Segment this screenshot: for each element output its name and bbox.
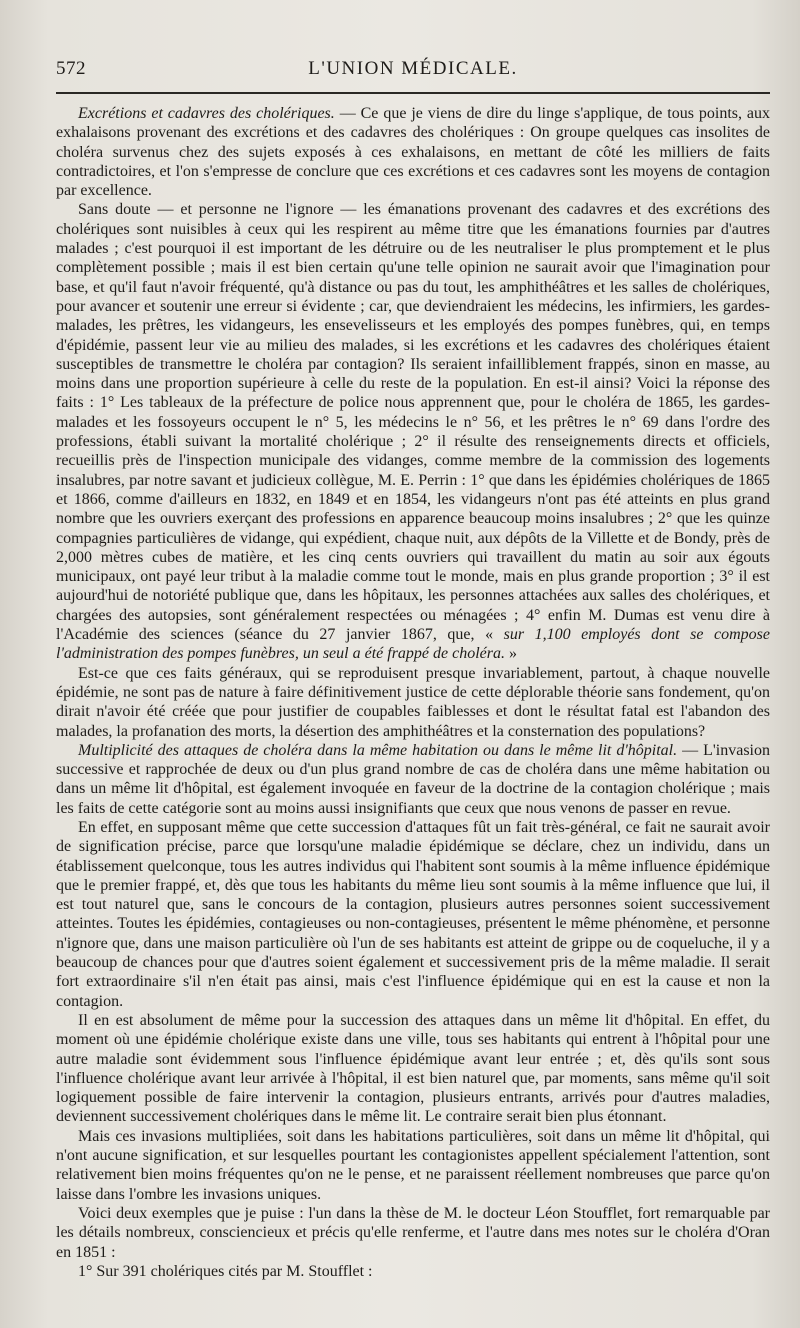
paragraph xyxy=(56,104,770,200)
paragraph-text: — L'invasion successive et rapprochée de deux ou d'un plus grand nombre de cas de choléra dans une même habitation ou dans un même lit d'hôpital, est également invoquée en faveur de la doctrine de la contagion cholérique ; mais les faits de cette catégorie sont au moins aussi insignifiants que ceux que nous venons de passer en revue. xyxy=(56,741,770,817)
paragraph-text: Sans doute — et personne ne l'ignore — les émanations provenant des cadavres et des excrétions des cholériques sont nuisibles à ceux qui les respirent au même titre que les émanations fournies par d'autres malades ; c'est pourquoi il est important de les détruire ou de les neutraliser le plus promptement et le plus complètement possible ; mais il est bien certain qu'une telle opinion ne saurait avoir que l'imagination pour base, et qu'il faut n'avoir fréquenté, qu'à distance ou pas du tout, les amphithéâtres et les salles de cholériques, pour avancer et soutenir une erreur si évidente ; car, que deviendraient les médecins, les infirmiers, les gardes-malades, les prêtres, les vidangeurs, les ensevelisseurs et les employés des pompes funèbres, qui, en temps d'épidémie, passent leur vie au milieu des malades, si les excrétions et les cadavres des cholériques étaient susceptibles de transmettre le choléra par contagion? Ils seraient infailliblement frappés, sinon en masse, au moins dans une proportion supérieure à celle du reste de la population. En est-il ainsi? Voici la réponse des faits : 1° Les tableaux de la préfecture de police nous apprennent que, pour le choléra de 1865, les gardes-malades et les fossoyeurs occupent le n° 5, les médecins le n° 56, et les prêtres le n° 69 dans l'ordre des professions, établi suivant la mortalité cholérique ; 2° il résulte des renseignements directs et officiels, recueillis près de l'inspection municipale des vidanges, comme membre de la commission des logements insalubres, par notre savant et judicieux collègue, M. E. Perrin : 1° que dans les épidémies cholériques de 1865 et 1866, comme d'ailleurs en 1832, en 1849 et en 1854, les vidangeurs n'ont pas été atteints en plus grand nombre que les ouvriers exerçant des professions en apparence beaucoup moins insalubres ; 2° que les quinze compagnies particulières de vidange, qui expédient, chaque nuit, aux dépôts de la Villette et de Bondy, près de 2,000 mètres cubes de matière, et les cinq cents ouvriers qui travaillent du matin au soir aux égouts municipaux, ont payé leur tribut à la maladie comme tout le monde, mais en plus grande proportion ; 3° il est aujourd'hui de notoriété publique que, dans les hôpitaux, les personnes attachées aux salles des cholériques, et chargées des autopsies, sont généralement respectées ou ménagées ; 4° enfin M. Dumas est venu dire à l'Académie des sciences (séance du 27 janvier 1867, que, « xyxy=(56,201,770,644)
paragraph-text: » xyxy=(505,645,517,663)
paragraph-text: Est-ce que ces faits généraux, qui se reproduisent presque invariablement, partout, à chaque nouvelle épidémie, ne sont pas de nature à faire définitivement justice de cette déplorable théorie sans fondement, qu'on dirait n'avoir été créée que pour justifier de coupables faiblesses et dont le résultat fatal est l'abandon des malades, la profanation des morts, la désertion des amphithéâtres et la consternation des populations? xyxy=(56,664,770,740)
paragraph-text: En effet, en supposant même que cette succession d'attaques fût un fait très-général, ce fait ne saurait avoir de signification précise, parce que lorsqu'une maladie épidémique se déclare, chez un individu, dans un établissement quelconque, tous les autres individus qui l'habitent sont soumis à la même influence épidémique que le premier frappé, et, dès que tous les habitants du même lieu sont soumis à la même influence que lui, il est tout naturel que, sans le concours de la contagion, plusieurs autres personnes soient successivement atteintes. Toutes les épidémies, contagieuses ou non-contagieuses, présentent le même phénomène, et personne n'ignore que, dans une maison particulière où l'un de ses habitants est atteint de grippe ou de coqueluche, il y a beaucoup de chances pour que d'autres soient également et successivement pris de la même maladie. Il serait fort extraordinaire s'il n'en était pas ainsi, mais c'est l'influence épidémique qui en est la cause et non la contagion. xyxy=(56,818,770,1010)
quotation: sur 1,100 employés dont se compose l'administration des pompes funèbres, un seul a été frappé de choléra. xyxy=(56,626,771,663)
list-item: 1° Sur 391 cholériques cités par M. Stoufflet : xyxy=(78,1262,373,1280)
paragraph-text: — Ce que je viens de dire du linge s'applique, de tous points, aux exhalaisons provenant des excrétions et des cadavres des cholériques : On groupe quelques cas insolites de choléra survenus chez des sujets exposés à ces exhalaisons, en mettant de côté les milliers de faits contradictoires, et l'on s'empresse de conclure que ces excrétions et ces cadavres sont les moyens de contagion par excellence. xyxy=(56,105,771,200)
paragraph xyxy=(56,1011,770,1127)
running-title: L'UNION MÉDICALE. xyxy=(308,58,518,79)
paragraph xyxy=(56,1127,770,1204)
paragraph-text: Mais ces invasions multipliées, soit dans les habitations particulières, soit dans un même lit d'hôpital, qui n'ont aucune signification, et sur lesquelles pourtant les contagionistes appellent spécialement l'attention, sont relativement bien moins fréquentes qu'on ne le pense, et ne paraissent réellement nombreuses que parce qu'on laisse dans l'ombre les invasions uniques. xyxy=(56,1127,770,1203)
body-text xyxy=(56,104,770,1281)
paragraph-text: Voici deux exemples que je puise : l'un dans la thèse de M. le docteur Léon Stoufflet, fort remarquable par les détails nombreux, consciencieux et précis qu'elle renferme, et l'autre dans mes notes sur le choléra d'Oran en 1851 : xyxy=(56,1204,770,1261)
page-header xyxy=(56,52,770,94)
section-title: Excrétions et cadavres des cholériques. xyxy=(78,105,335,122)
section-title: Multiplicité des attaques de choléra dans la même habitation ou dans le même lit d'hôpital. xyxy=(78,741,678,759)
paragraph xyxy=(56,200,770,663)
paragraph-text: Il en est absolument de même pour la succession des attaques dans un même lit d'hôpital. En effet, du moment où une épidémie cholérique existe dans une ville, tous ses habitants qui entrent à l'hôpital pour une autre maladie sont évidemment sous l'influence épidémique avant leur entrée ; et, dès qu'ils sont sous l'influence cholérique avant leur arrivée à l'hôpital, il est bien naturel que, par moments, sans même qu'il soit logiquement possible de faire intervenir la contagion, plusieurs entrants, arrivés pour d'autres maladies, deviennent successivement cholériques dans le même lit. Le contraire serait bien plus étonnant. xyxy=(56,1011,770,1126)
paragraph xyxy=(56,1204,770,1262)
paragraph xyxy=(56,741,770,818)
paragraph xyxy=(56,664,770,741)
paragraph xyxy=(56,818,770,1011)
page-number: 572 xyxy=(56,58,86,79)
